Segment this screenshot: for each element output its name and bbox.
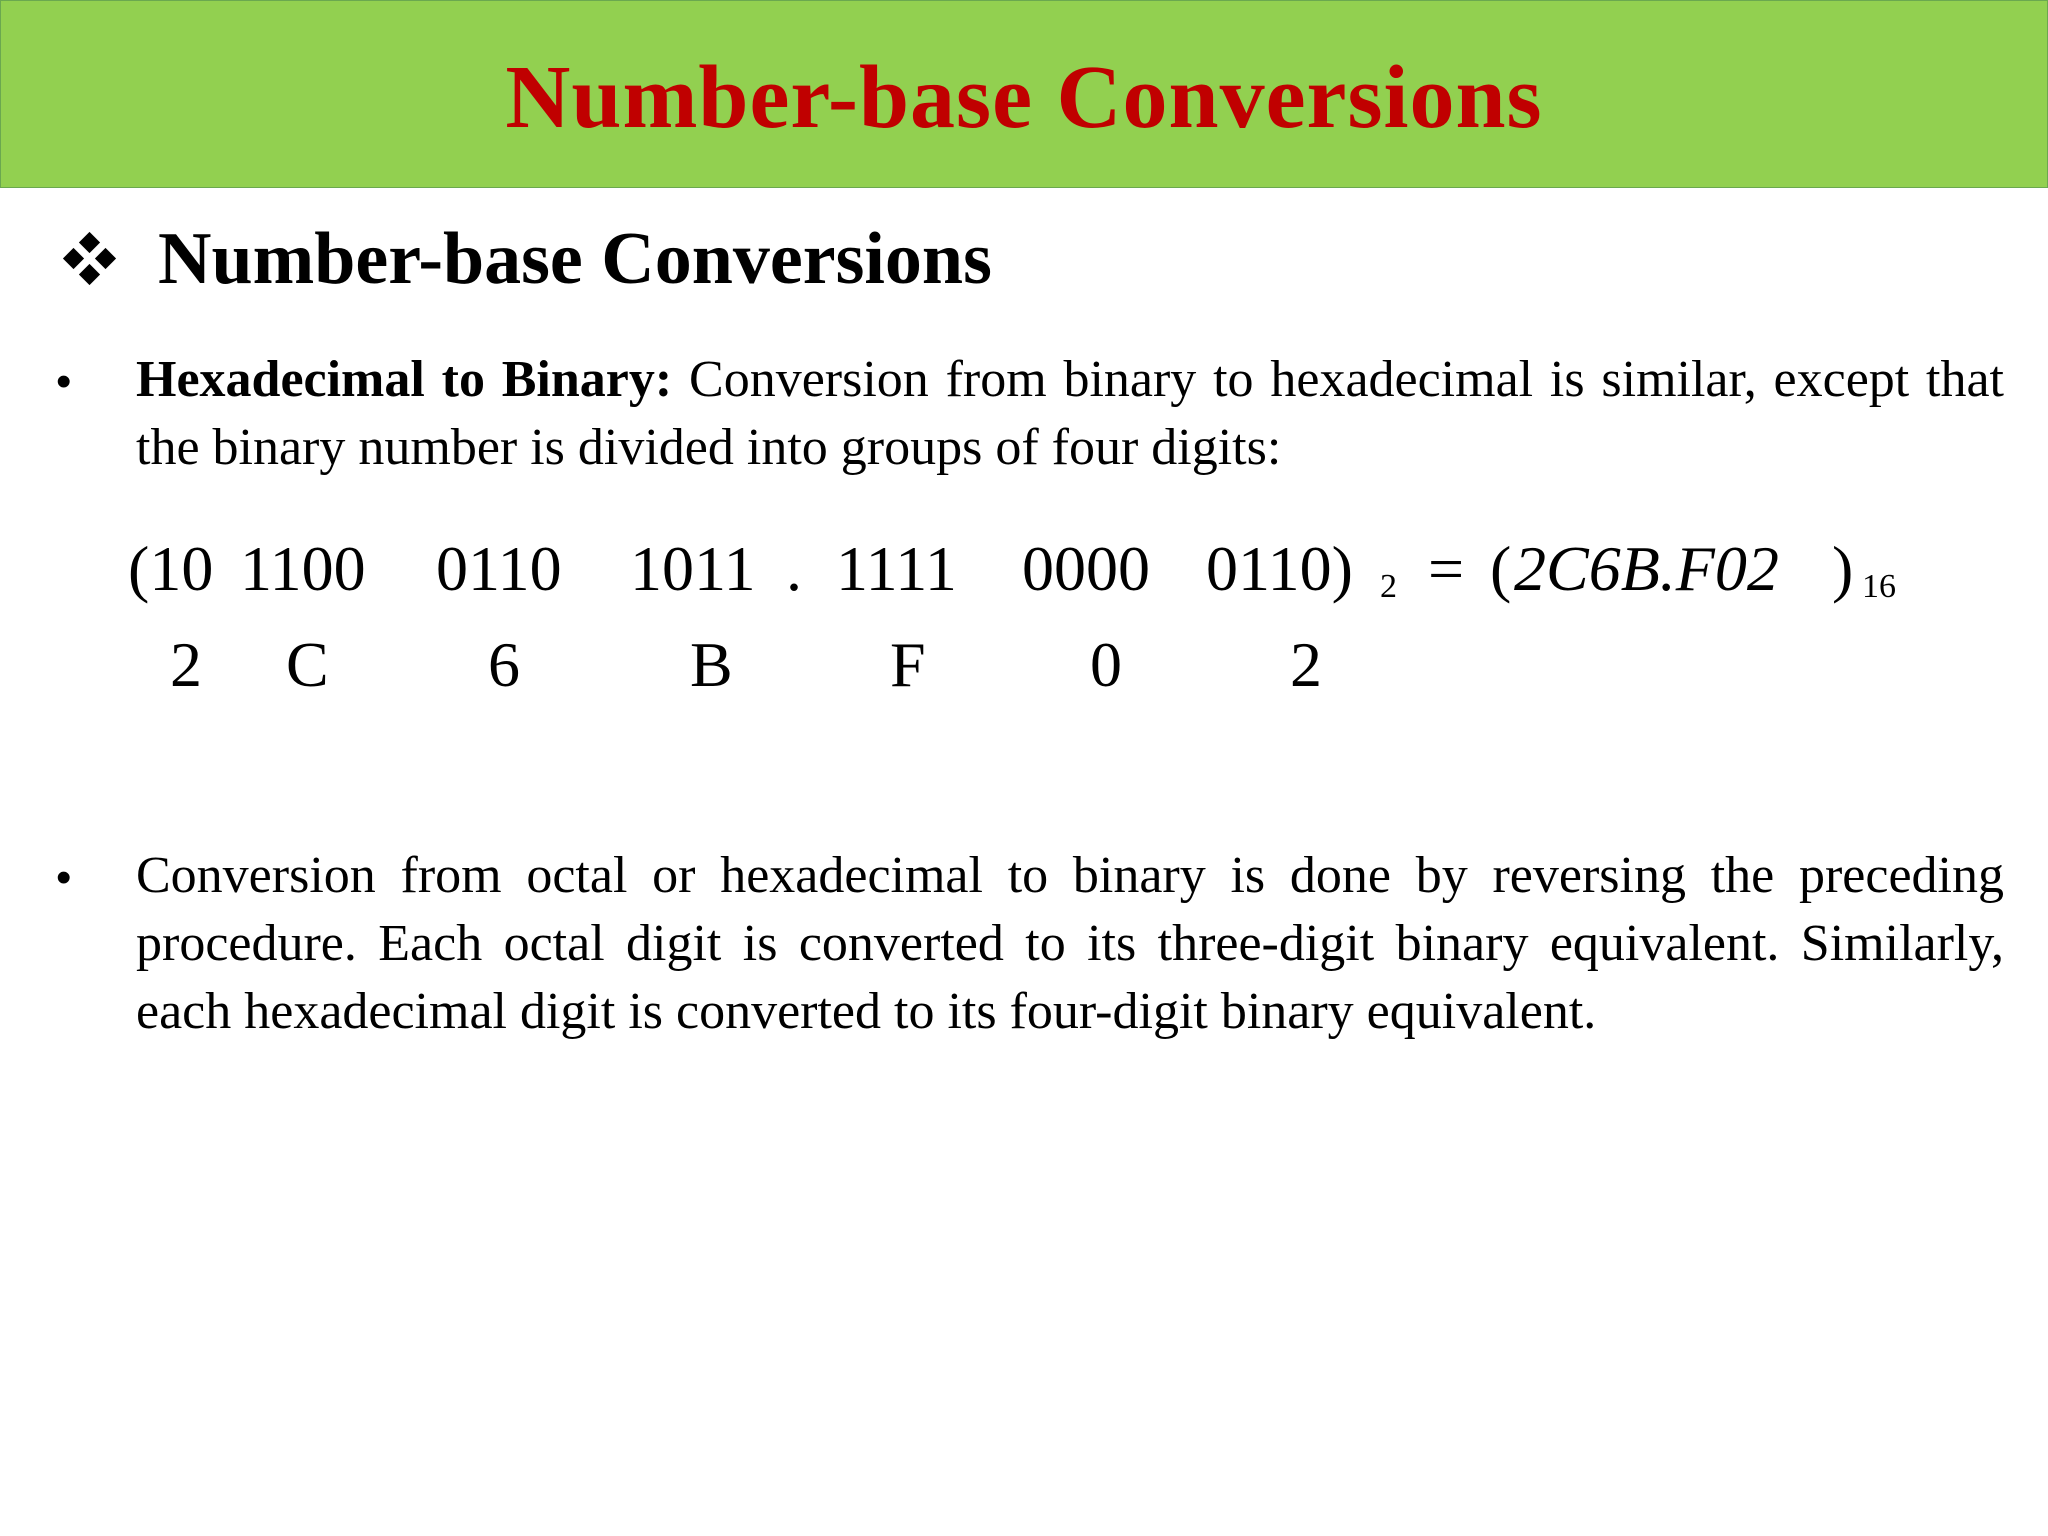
bullet-body: Conversion from binary to hexadecimal is similar, except that the binary number is divided into groups of four digits:	[136, 351, 2005, 476]
page-title: Number-base Conversions	[505, 47, 1543, 147]
binary-group: 0110)	[1206, 533, 1353, 604]
hex-digit: C	[286, 629, 329, 700]
hex-digit: B	[690, 629, 733, 700]
hex-digit: 2	[170, 629, 202, 700]
hex-digit: 6	[488, 629, 520, 700]
binary-group: 1111	[836, 533, 957, 604]
result-open: (	[1490, 533, 1512, 604]
result-close: )	[1832, 533, 1854, 604]
binary-group: (10	[128, 533, 214, 604]
equals-sign: =	[1428, 533, 1465, 604]
hex-digit: 2	[1290, 629, 1322, 700]
section-heading-text: Number-base Conversions	[158, 218, 992, 300]
binary-group: 0110	[436, 533, 562, 604]
bullet-lead: Hexadecimal to Binary:	[136, 351, 673, 408]
base-from: 2	[1380, 568, 1397, 605]
binary-group: 1011	[630, 533, 756, 604]
radix-point: .	[786, 533, 802, 604]
section-heading	[64, 218, 992, 300]
bullet-dot-icon	[56, 346, 136, 482]
diamond-bullet-icon	[64, 233, 116, 285]
bullet-hex-to-binary	[56, 346, 2004, 482]
binary-group: 0000	[1022, 533, 1150, 604]
base-to: 16	[1862, 568, 1896, 605]
bullet-text: Conversion from octal or hexadecimal to binary is done by reversing the preceding procedure. Each octal digit is converted to its three-digit binary equivalent. Similarly, each hexadecimal digit is converted to its four-digit binary equivalent.	[136, 847, 2004, 1040]
hex-result: 2C6B.F02	[1514, 533, 1779, 604]
title-bar	[0, 0, 2048, 188]
hex-digit: F	[890, 629, 926, 700]
bullet-dot-icon	[56, 842, 136, 1046]
hex-digit: 0	[1090, 629, 1122, 700]
binary-group: 1100	[240, 533, 366, 604]
bullet-text	[136, 346, 2004, 482]
bullet-octal-hex-to-binary	[56, 842, 2004, 1046]
